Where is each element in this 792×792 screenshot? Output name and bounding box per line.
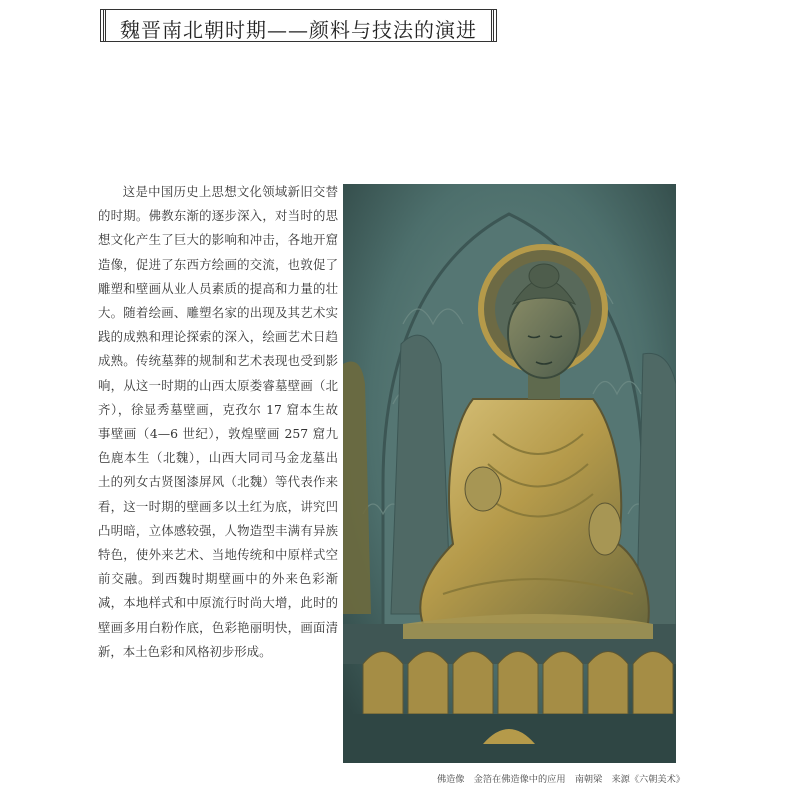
- left-hand: [465, 467, 501, 511]
- chapter-title-frame: [100, 9, 497, 42]
- article-body: [98, 180, 338, 664]
- figure-caption: 佛造像 金箔在佛造像中的应用 南朝梁 来源《六朝美术》: [436, 774, 685, 785]
- right-hand: [589, 503, 621, 555]
- buddha-statue-illustration: [343, 184, 676, 763]
- buddha-statue-photo: [343, 184, 676, 763]
- article-paragraph: 这是中国历史上思想文化领域新旧交替的时期。佛教东渐的逐步深入，对当时的思想文化产生了巨大的影响和冲击，各地开窟造像，促进了东西方绘画的交流，也敦促了雕塑和壁画从业人员素质的提高和力量的壮大。随着绘画、雕塑名家的出现及其艺术实践的成熟和理论探索的深入，绘画艺术日趋成熟。传统墓葬的规制和艺术表现也受到影响，从这一时期的山西太原娄睿墓壁画（北齐），徐显秀墓壁画，克孜尔 17 窟本生故事壁画（4—6 世纪），敦煌壁画 257 窟九色鹿本生（北魏），山西大同司马金龙墓出土的列女古贤图漆屏风（北魏）等代表作来看，这一时期的壁画多以土红为底，讲究凹凸明暗，立体感较强，人物造型丰满有异族特色，使外来艺术、当地传统和中原样式空前交融。到西魏时期壁画中的外来色彩渐减，本地样式和中原流行时尚大增，此时的壁画多用白粉作底，色彩艳丽明快，画面清新，本土色彩和风格初步形成。: [98, 184, 338, 659]
- chapter-title: 魏晋南北朝时期——颜料与技法的演进: [120, 18, 477, 42]
- ushnisha: [529, 264, 559, 288]
